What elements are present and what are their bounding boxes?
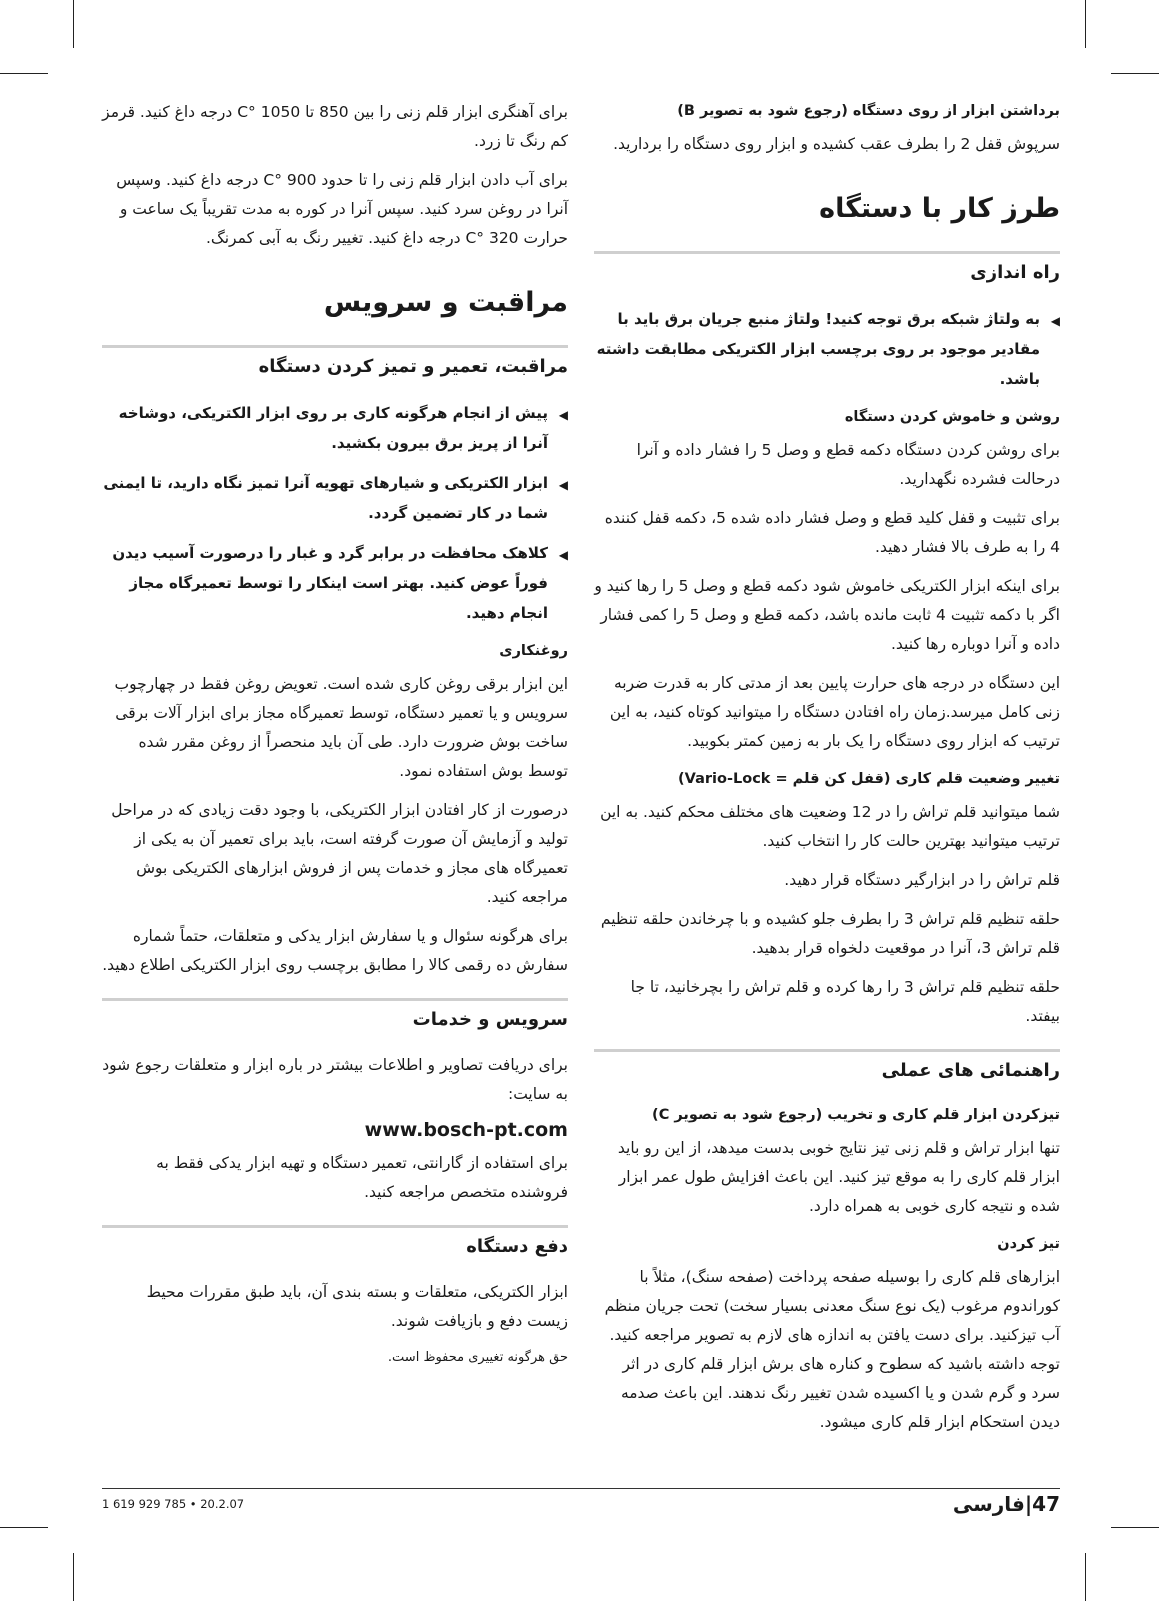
crop-mark (73, 1553, 74, 1601)
care-bullet-3 (102, 538, 568, 628)
onoff-paragraph-2: برای تثبیت و قفل کلید قطع و وصل فشار داده شده 5، دکمه قفل کننده 4 را به طرف بالا فشار دهید. (604, 509, 1060, 556)
crop-mark (1111, 73, 1159, 74)
sharpen-paragraph: تنها ابزار تراش و قلم زنی تیز نتایج خوبی بدست میدهد، از این رو باید ابزار قلم کاری را به موقع تیز کنید. این باعث افزایش طول عمر ابزار شده و نتیجه کاری خوبی به همراه دارد. (617, 1139, 1060, 1215)
forging-paragraph-1: برای آهنگری ابزار قلم زنی را بین 850 تا 1050 °C درجه داغ کنید. قرمز کم رنگ تا زرد. (102, 103, 568, 150)
page-number-label: 47|فارسی (952, 1492, 1060, 1516)
crop-mark (73, 0, 74, 48)
care-bullet-3-text: کلاهک محافظت در برابر گرد و غبار را درصورت آسیب دیدن فوراً عوض کنید. بهتر است اینکار را توسط تعمیرگاه مجاز انجام دهید. (112, 544, 548, 622)
vario-heading: تغییر وضعیت قلم کاری (قفل کن قلم = Vario-Lock) (678, 771, 1060, 787)
lube-paragraph-2: درصورت از کار افتادن ابزار الکتریکی، با وجود دقت زیادی که در مراحل تولید و آزمایش آن صورت گرفته است، باید برای تعمیر آن به یکی از تعمیرگاه های مجاز و خدمات پس از فروش ابزارهای الکتریکی بوش مراجعه کنید. (111, 801, 568, 906)
resharpen-paragraph: ابزارهای قلم کاری را بوسیله صفحه پرداخت (صفحه سنگ)، مثلاً با کوراندوم مرغوب (یک نوع سنگ معدنی بسیار سخت) تحت جریان منظم آب تیزکنید. برای دست یافتن به اندازه های لازم به تصویر مراجعه کنید. توجه داشته باشید که سطوح و کناره های برش ابزار قلم کاری در اثر سرد و گرم شدن و یا اکسیده شدن تغییر رنگ ندهند. این باعث صدمه دیدن استحکام ابزار قلم کاری میشود. (604, 1268, 1060, 1431)
lube-heading: روغنکاری (499, 643, 568, 659)
bullet-triangle-icon: ◀ (1050, 314, 1060, 328)
footer-rule (102, 1488, 1060, 1489)
startup-bullet-text: به ولتاژ شبکه برق توجه کنید! ولتاژ منبع جریان برق باید با مقادیر موجود بر روی برچسب ابزار الکتریکی مطابقت داشته باشد. (596, 310, 1040, 388)
care-bullet-2-text: ابزار الکتریکی و شیارهای تهویه آنرا تمیز نگاه دارید، تا ایمنی شما در کار تضمین گردد. (103, 474, 548, 522)
onoff-paragraph-3: برای اینکه ابزار الکتریکی خاموش شود دکمه قطع و وصل 5 را رها کنید و اگر با دکمه تثبیت 4 ثابت مانده باشد، دکمه قطع و وصل 5 را کمی فشار داده و آنرا دوباره رها کنید. (594, 577, 1060, 653)
maintenance-title: مراقبت و سرویس (323, 287, 568, 318)
right-column (594, 98, 1060, 1447)
crop-mark (1085, 1553, 1086, 1601)
care-bullet-1 (102, 398, 568, 458)
vario-paragraph-1: شما میتوانید قلم تراش را در 12 وضعیت های مختلف محکم کنید. به این ترتیب میتوانید بهترین حالت کار را انتخاب کنید. (600, 803, 1060, 850)
service-paragraph-2: برای استفاده از گارانتی، تعمیر دستگاه و تهیه ابزار یدکی فقط به فروشنده متخصص مراجعه کنید. (156, 1154, 568, 1201)
onoff-heading: روشن و خاموش کردن دستگاه (844, 409, 1060, 425)
disposal-heading: دفع دستگاه (102, 1225, 568, 1262)
service-heading: سرویس و خدمات (102, 998, 568, 1035)
onoff-paragraph-4: این دستگاه در درجه های حرارت پایین بعد از مدتی کار به قدرت ضربه زنی کامل میرسد.زمان راه افتادن دستگاه را میتوانید کوتاه کنید، به این ترتیب که ابزار روی دستگاه را یک بار به زمین کمتر بکوبید. (609, 674, 1060, 750)
service-paragraph-1: برای دریافت تصاویر و اطلاعات بیشتر در باره ابزار و متعلقات رجوع شود به سایت: (102, 1056, 568, 1103)
bullet-triangle-icon: ◀ (558, 408, 568, 422)
crop-mark (1111, 1527, 1159, 1528)
crop-mark (0, 1527, 48, 1528)
operation-title: طرز کار با دستگاه (819, 193, 1060, 224)
lube-paragraph-1: این ابزار برقی روغن کاری شده است. تعویض روغن فقط در چهارچوب سرویس و یا تعمیر دستگاه، توسط تعمیرگاه مجاز برای ابزار آلات برقی ساخت بوش ضرورت دارد. طی آن باید منحصراً از روغن مقرر شده توسط بوش استفاده نمود. (114, 675, 568, 780)
bullet-triangle-icon: ◀ (558, 548, 568, 562)
left-column (102, 98, 568, 1380)
care-heading: مراقبت، تعمیر و تمیز کردن دستگاه (102, 345, 568, 382)
crop-mark (1085, 0, 1086, 48)
onoff-paragraph-1: برای روشن کردن دستگاه دکمه قطع و وصل 5 را فشار داده و آنرا درحالت فشرده نگهدارید. (636, 441, 1060, 488)
tips-heading: راهنمائی های عملی (594, 1049, 1060, 1086)
removal-heading: برداشتن ابزار از روی دستگاه (رجوع شود به تصویر B) (677, 103, 1060, 119)
startup-heading: راه اندازی (594, 251, 1060, 288)
vario-paragraph-4: حلقه تنظیم قلم تراش 3 را رها کرده و قلم تراش را بچرخانید، تا جا بیفتد. (630, 978, 1060, 1025)
startup-bullet (594, 304, 1060, 394)
service-url-link[interactable]: www.bosch-pt.com (364, 1119, 568, 1141)
lube-paragraph-3: برای هرگونه سئوال و یا سفارش ابزار یدکی و متعلقات، حتماً شماره سفارش ده رقمی کالا را مطابق برچسب روی ابزار الکتریکی اطلاع دهید. (102, 927, 568, 974)
bullet-triangle-icon: ◀ (558, 478, 568, 492)
disposal-paragraph: ابزار الکتریکی، متعلقات و بسته بندی آن، باید طبق مقررات محیط زیست دفع و بازیافت شوند. (146, 1283, 568, 1330)
crop-mark (0, 73, 48, 74)
vario-paragraph-3: حلقه تنظیم قلم تراش 3 را بطرف جلو کشیده و با چرخاندن حلقه تنظیم قلم تراش 3، آنرا در موقعیت دلخواه قرار بدهید. (600, 910, 1060, 957)
forging-paragraph-2: برای آب دادن ابزار قلم زنی را تا حدود 900 °C درجه داغ کنید. وسپس آنرا در روغن سرد کنید. سپس آنرا در کوره به مدت تقریباً یک ساعت و حرارت 320 °C درجه داغ کنید. تغییر رنگ به آبی کمرنگ. (116, 171, 568, 247)
care-bullet-1-text: پیش از انجام هرگونه کاری بر روی ابزار الکتریکی، دوشاخه آنرا از پریز برق بیرون بکشید. (118, 404, 548, 452)
care-bullet-2 (102, 468, 568, 528)
disposal-note: حق هرگونه تغییری محفوظ است. (387, 1350, 568, 1365)
resharpen-heading: تیز کردن (997, 1236, 1060, 1252)
vario-paragraph-2: قلم تراش را در ابزارگیر دستگاه قرار دهید. (784, 871, 1060, 889)
removal-text: سرپوش قفل 2 را بطرف عقب کشیده و ابزار روی دستگاه را بردارید. (613, 135, 1060, 153)
document-code: 1 619 929 785 • 20.2.07 (102, 1497, 245, 1511)
sharpen-heading: تیزکردن ابزار قلم کاری و تخریب (رجوع شود به تصویر C) (652, 1107, 1060, 1123)
